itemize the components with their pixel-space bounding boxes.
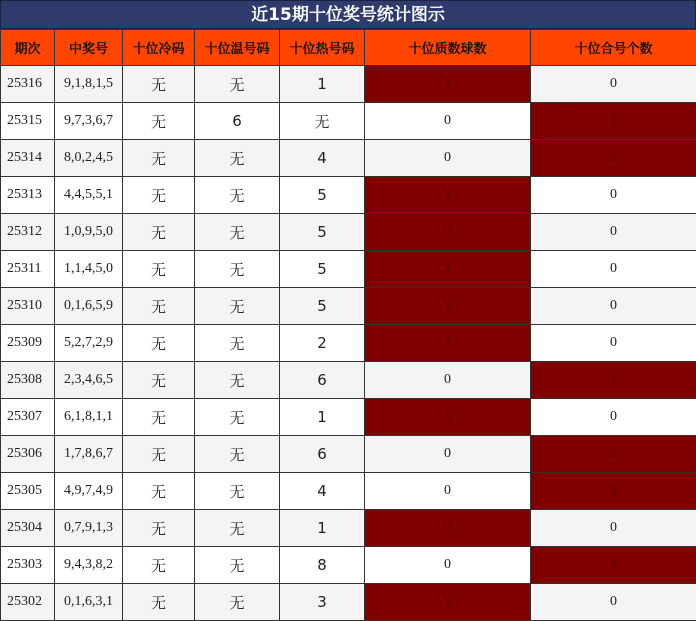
cell-prime: 1 bbox=[365, 66, 531, 103]
cell-cold: 无 bbox=[123, 103, 195, 140]
table-row bbox=[1, 103, 696, 140]
cell-warm: 无 bbox=[195, 177, 280, 214]
cell-hot: 6 bbox=[280, 362, 365, 399]
stats-table bbox=[0, 29, 696, 621]
cell-prime: 0 bbox=[365, 473, 531, 510]
cell-numbers: 9,7,3,6,7 bbox=[55, 103, 123, 140]
cell-warm: 无 bbox=[195, 399, 280, 436]
cell-prime: 0 bbox=[365, 103, 531, 140]
table-row bbox=[1, 584, 696, 621]
cell-hot: 5 bbox=[280, 214, 365, 251]
cell-cold: 无 bbox=[123, 66, 195, 103]
table-row bbox=[1, 399, 696, 436]
cell-period: 25312 bbox=[1, 214, 55, 251]
cell-hot: 3 bbox=[280, 584, 365, 621]
cell-prime: 1 bbox=[365, 584, 531, 621]
cell-warm: 无 bbox=[195, 584, 280, 621]
table-row bbox=[1, 288, 696, 325]
cell-composite: 0 bbox=[531, 214, 696, 251]
cell-composite: 1 bbox=[531, 436, 696, 473]
header-cold: 十位冷码 bbox=[123, 30, 195, 66]
cell-warm: 无 bbox=[195, 510, 280, 547]
cell-warm: 无 bbox=[195, 473, 280, 510]
cell-hot: 6 bbox=[280, 436, 365, 473]
cell-cold: 无 bbox=[123, 251, 195, 288]
cell-numbers: 1,7,8,6,7 bbox=[55, 436, 123, 473]
header-numbers: 中奖号 bbox=[55, 30, 123, 66]
cell-prime: 0 bbox=[365, 140, 531, 177]
cell-numbers: 1,1,4,5,0 bbox=[55, 251, 123, 288]
cell-cold: 无 bbox=[123, 177, 195, 214]
cell-composite: 0 bbox=[531, 584, 696, 621]
cell-period: 25308 bbox=[1, 362, 55, 399]
cell-composite: 0 bbox=[531, 288, 696, 325]
table-row bbox=[1, 436, 696, 473]
cell-prime: 1 bbox=[365, 325, 531, 362]
cell-hot: 4 bbox=[280, 140, 365, 177]
cell-prime: 1 bbox=[365, 177, 531, 214]
cell-prime: 1 bbox=[365, 399, 531, 436]
cell-period: 25306 bbox=[1, 436, 55, 473]
cell-warm: 无 bbox=[195, 362, 280, 399]
cell-hot: 无 bbox=[280, 103, 365, 140]
cell-prime: 0 bbox=[365, 547, 531, 584]
cell-composite: 0 bbox=[531, 66, 696, 103]
page-title: 近15期十位奖号统计图示 bbox=[0, 0, 696, 29]
cell-numbers: 1,0,9,5,0 bbox=[55, 214, 123, 251]
cell-numbers: 2,3,4,6,5 bbox=[55, 362, 123, 399]
cell-composite: 1 bbox=[531, 103, 696, 140]
cell-prime: 0 bbox=[365, 362, 531, 399]
cell-period: 25315 bbox=[1, 103, 55, 140]
cell-prime: 1 bbox=[365, 214, 531, 251]
cell-period: 25314 bbox=[1, 140, 55, 177]
cell-cold: 无 bbox=[123, 436, 195, 473]
cell-numbers: 4,4,5,5,1 bbox=[55, 177, 123, 214]
cell-cold: 无 bbox=[123, 584, 195, 621]
cell-prime: 1 bbox=[365, 251, 531, 288]
table-row bbox=[1, 251, 696, 288]
cell-cold: 无 bbox=[123, 325, 195, 362]
cell-warm: 无 bbox=[195, 214, 280, 251]
table-row bbox=[1, 325, 696, 362]
cell-warm: 无 bbox=[195, 251, 280, 288]
header-hot: 十位热号码 bbox=[280, 30, 365, 66]
cell-numbers: 5,2,7,2,9 bbox=[55, 325, 123, 362]
cell-cold: 无 bbox=[123, 140, 195, 177]
cell-hot: 1 bbox=[280, 510, 365, 547]
cell-numbers: 8,0,2,4,5 bbox=[55, 140, 123, 177]
cell-cold: 无 bbox=[123, 473, 195, 510]
cell-composite: 0 bbox=[531, 399, 696, 436]
table-row bbox=[1, 177, 696, 214]
cell-prime: 0 bbox=[365, 436, 531, 473]
cell-prime: 1 bbox=[365, 510, 531, 547]
cell-composite: 1 bbox=[531, 362, 696, 399]
cell-warm: 无 bbox=[195, 140, 280, 177]
table-row bbox=[1, 547, 696, 584]
cell-numbers: 6,1,8,1,1 bbox=[55, 399, 123, 436]
cell-warm: 无 bbox=[195, 325, 280, 362]
cell-warm: 无 bbox=[195, 66, 280, 103]
cell-prime: 1 bbox=[365, 288, 531, 325]
table-row bbox=[1, 66, 696, 103]
cell-numbers: 9,1,8,1,5 bbox=[55, 66, 123, 103]
cell-cold: 无 bbox=[123, 214, 195, 251]
cell-numbers: 0,7,9,1,3 bbox=[55, 510, 123, 547]
table-row bbox=[1, 362, 696, 399]
cell-period: 25309 bbox=[1, 325, 55, 362]
cell-hot: 2 bbox=[280, 325, 365, 362]
table-row bbox=[1, 510, 696, 547]
cell-period: 25310 bbox=[1, 288, 55, 325]
table-row bbox=[1, 473, 696, 510]
cell-warm: 无 bbox=[195, 436, 280, 473]
header-row bbox=[1, 30, 696, 66]
cell-numbers: 0,1,6,5,9 bbox=[55, 288, 123, 325]
cell-composite: 0 bbox=[531, 177, 696, 214]
cell-warm: 6 bbox=[195, 103, 280, 140]
cell-warm: 无 bbox=[195, 288, 280, 325]
cell-hot: 8 bbox=[280, 547, 365, 584]
cell-cold: 无 bbox=[123, 288, 195, 325]
cell-period: 25316 bbox=[1, 66, 55, 103]
cell-hot: 1 bbox=[280, 66, 365, 103]
cell-period: 25302 bbox=[1, 584, 55, 621]
cell-composite: 0 bbox=[531, 251, 696, 288]
cell-hot: 4 bbox=[280, 473, 365, 510]
cell-period: 25305 bbox=[1, 473, 55, 510]
cell-period: 25303 bbox=[1, 547, 55, 584]
cell-cold: 无 bbox=[123, 510, 195, 547]
cell-hot: 5 bbox=[280, 288, 365, 325]
cell-composite: 0 bbox=[531, 510, 696, 547]
cell-period: 25313 bbox=[1, 177, 55, 214]
cell-numbers: 0,1,6,3,1 bbox=[55, 584, 123, 621]
header-warm: 十位温号码 bbox=[195, 30, 280, 66]
cell-hot: 5 bbox=[280, 251, 365, 288]
cell-period: 25311 bbox=[1, 251, 55, 288]
cell-hot: 1 bbox=[280, 399, 365, 436]
table-row bbox=[1, 140, 696, 177]
table-row bbox=[1, 214, 696, 251]
cell-hot: 5 bbox=[280, 177, 365, 214]
cell-composite: 0 bbox=[531, 325, 696, 362]
cell-cold: 无 bbox=[123, 547, 195, 584]
header-period: 期次 bbox=[1, 30, 55, 66]
cell-warm: 无 bbox=[195, 547, 280, 584]
cell-composite: 1 bbox=[531, 547, 696, 584]
cell-numbers: 9,4,3,8,2 bbox=[55, 547, 123, 584]
cell-period: 25307 bbox=[1, 399, 55, 436]
cell-cold: 无 bbox=[123, 399, 195, 436]
header-composite: 十位合号个数 bbox=[531, 30, 696, 66]
cell-composite: 1 bbox=[531, 473, 696, 510]
cell-composite: 1 bbox=[531, 140, 696, 177]
header-prime: 十位质数球数 bbox=[365, 30, 531, 66]
cell-cold: 无 bbox=[123, 362, 195, 399]
cell-numbers: 4,9,7,4,9 bbox=[55, 473, 123, 510]
cell-period: 25304 bbox=[1, 510, 55, 547]
